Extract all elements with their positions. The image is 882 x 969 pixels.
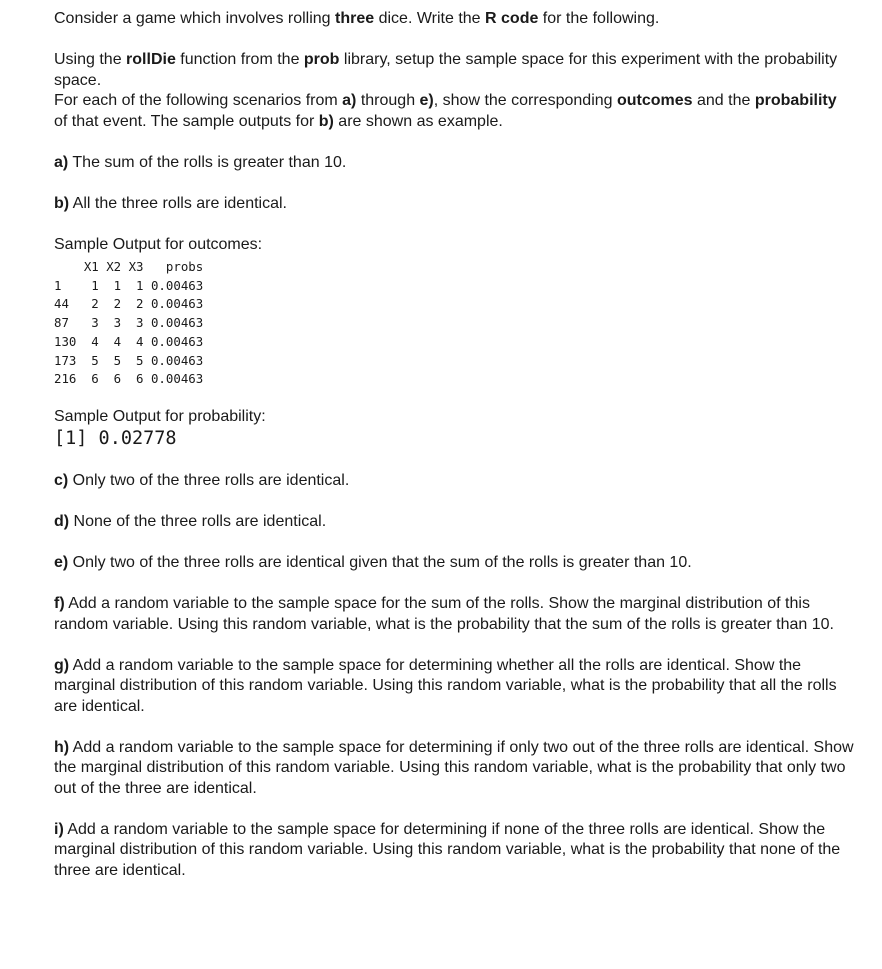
text: are shown as example. — [333, 112, 503, 130]
table-row: 87 3 3 3 0.00463 — [54, 315, 204, 331]
question-label: e) — [54, 554, 69, 572]
text: Consider a game which involves rolling — [54, 10, 336, 27]
question-g — [54, 656, 854, 718]
question-text: None of the three rolls are identical. — [69, 513, 327, 531]
table-row: 1 1 1 1 0.00463 — [54, 277, 204, 293]
question-label: g) — [54, 656, 70, 674]
table-row: 173 5 5 5 0.00463 — [54, 352, 204, 368]
question-text: Only two of the three rolls are identical given that the sum of the rolls is greater than 10. — [68, 554, 692, 572]
table-row: 216 6 6 6 0.00463 — [54, 371, 204, 387]
bold-text: R code — [485, 10, 539, 27]
sample-probability-value: [1] 0.02778 — [54, 428, 177, 450]
question-e — [54, 553, 854, 574]
bold-text: three — [335, 10, 375, 27]
question-c — [54, 471, 854, 492]
text: library, setup the sample space for this experiment with the probability space. — [54, 51, 838, 89]
question-a — [54, 153, 854, 174]
question-label: b) — [54, 194, 70, 212]
question-text: Only two of the three rolls are identical. — [68, 472, 350, 490]
question-label: h) — [54, 738, 70, 756]
question-text: Add a random variable to the sample space for determining if none of the three rolls are identical. Show the marginal distribution of this random variable. Using this random variable, what is the probability that none of the three are identical. — [54, 820, 841, 879]
text: For each of the following scenarios from — [54, 92, 343, 109]
sample-outcomes-heading: Sample Output for outcomes: — [54, 235, 263, 253]
question-label: d) — [54, 513, 70, 531]
question-f — [54, 594, 854, 635]
question-text: All the three rolls are identical. — [69, 194, 287, 212]
sample-outcomes-table — [54, 258, 854, 389]
text: dice. Write the — [374, 10, 486, 27]
assignment-document — [54, 9, 854, 881]
intro-line — [54, 9, 854, 30]
question-label: a) — [54, 153, 69, 171]
question-b — [54, 194, 854, 215]
bold-text: e) — [419, 92, 434, 109]
text: , show the corresponding — [433, 92, 617, 109]
question-text: Add a random variable to the sample space for the sum of the rolls. Show the marginal distribution of this random variable. Using this random variable, what is the probability that the sum of the rolls is greater than 10. — [54, 595, 834, 633]
question-h — [54, 738, 854, 800]
question-i — [54, 820, 854, 882]
text: function from the — [175, 51, 304, 68]
instructions-paragraph — [54, 91, 854, 132]
text: for the following. — [538, 10, 660, 27]
bold-text: a) — [342, 92, 357, 109]
text: through — [356, 92, 420, 109]
setup-paragraph — [54, 50, 854, 91]
text: of that event. The sample outputs for — [54, 112, 319, 130]
question-label: f) — [54, 595, 65, 613]
table-header: X1 X2 X3 probs — [54, 259, 204, 274]
text: Using the — [54, 51, 127, 68]
bold-text: b) — [318, 112, 334, 130]
question-label: i) — [54, 820, 64, 838]
question-text: Add a random variable to the sample space for determining if only two out of the three rolls are identical. Show the marginal distribution of this random variable. Using this random variable, what is the probability that only two out of the three are identical. — [54, 738, 854, 797]
question-d — [54, 512, 854, 533]
question-label: c) — [54, 472, 69, 490]
bold-text: prob — [303, 51, 340, 68]
table-row: 130 4 4 4 0.00463 — [54, 333, 204, 349]
bold-text: outcomes — [616, 92, 693, 109]
bold-text: probability — [754, 92, 837, 109]
text: and the — [692, 92, 755, 109]
question-text: Add a random variable to the sample space for determining whether all the rolls are identical. Show the marginal distribution of this random variable. Using this random variable, what is the probability that all the rolls are identical. — [54, 656, 837, 715]
question-text: The sum of the rolls is greater than 10. — [68, 153, 347, 171]
bold-text: rollDie — [126, 51, 176, 68]
table-row: 44 2 2 2 0.00463 — [54, 296, 204, 312]
sample-probability-heading: Sample Output for probability: — [54, 407, 266, 425]
